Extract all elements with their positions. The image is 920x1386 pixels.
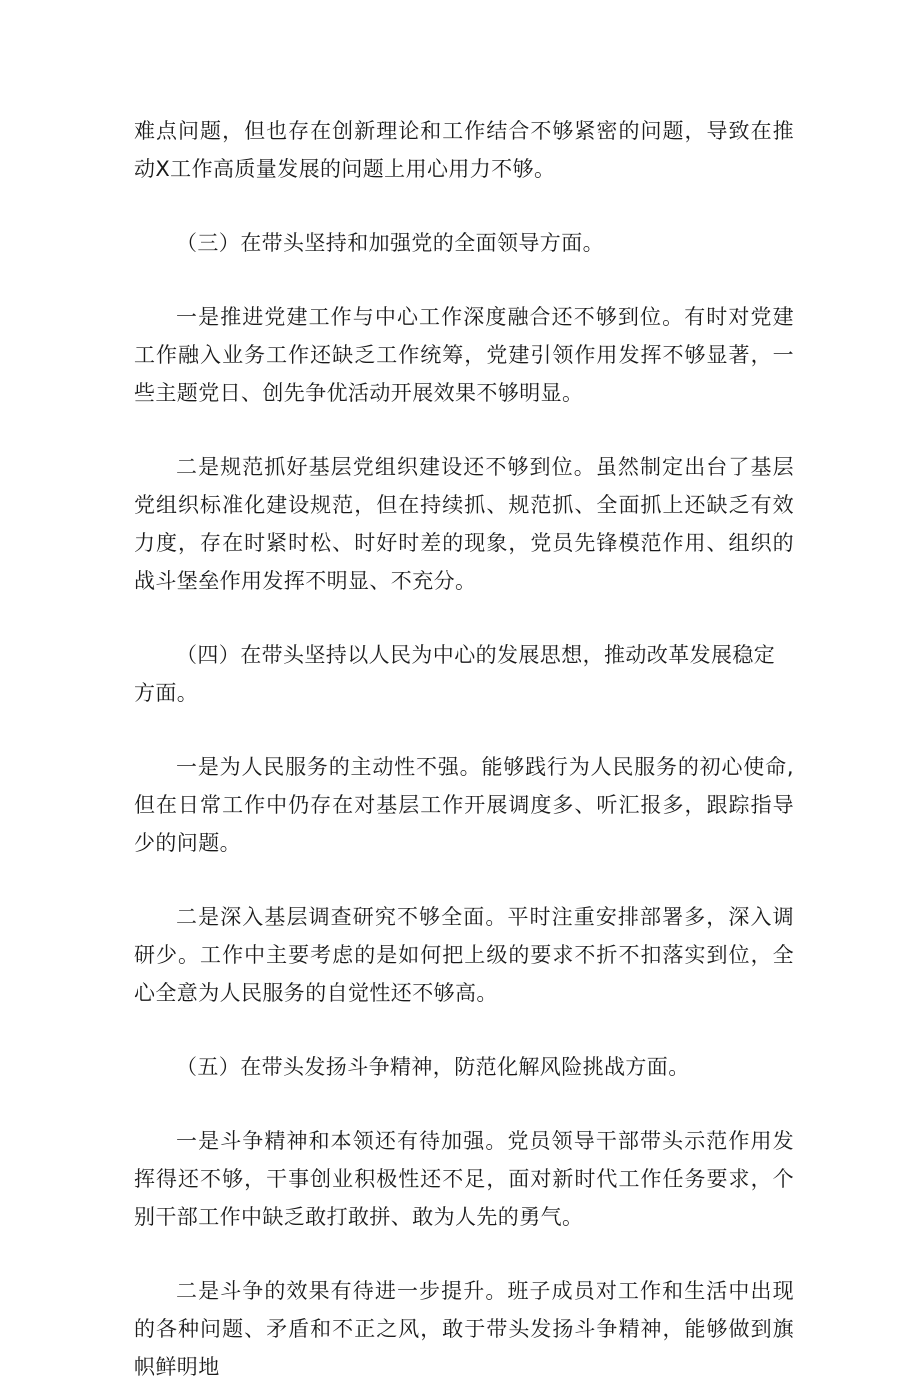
section-heading-five: （五）在带头发扬斗争精神，防范化解风险挑战方面。 xyxy=(176,1055,690,1079)
body-paragraph: 难点问题，但也存在创新理论和工作结合不够紧密的问题，导致在推动X工作高质量发展的问题上用心用力不够。 xyxy=(134,119,794,181)
body-paragraph: 二是规范抓好基层党组织建设还不够到位。虽然制定出台了基层党组织标准化建设规范，但在持续抓、规范抓、全面抓上还缺乏有效力度，存在时紧时松、时好时差的现象，党员先锋模范作用、组织的战斗堡垒作用发挥不明显、不充分。 xyxy=(134,455,794,593)
document-body xyxy=(134,112,794,1386)
body-paragraph: 二是斗争的效果有待进一步提升。班子成员对工作和生活中出现的各种问题、矛盾和不正之风，敢于带头发扬斗争精神，能够做到旗帜鲜明地 xyxy=(134,1279,794,1379)
body-paragraph: 一是斗争精神和本领还有待加强。党员领导干部带头示范作用发挥得还不够，干事创业积极性还不足，面对新时代工作任务要求，个别干部工作中缺乏敢打敢拼、敢为人先的勇气。 xyxy=(134,1129,794,1229)
body-paragraph: 二是深入基层调查研究不够全面。平时注重安排部署多，深入调研少。工作中主要考虑的是如何把上级的要求不折不扣落实到位，全心全意为人民服务的自觉性还不够高。 xyxy=(134,905,794,1005)
section-heading-three: （三）在带头坚持和加强党的全面领导方面。 xyxy=(176,231,604,255)
body-paragraph: 一是为人民服务的主动性不强。能够践行为人民服务的初心使命,但在日常工作中仍存在对基层工作开展调度多、听汇报多，跟踪指导少的问题。 xyxy=(134,755,794,855)
section-heading-four: （四）在带头坚持以人民为中心的发展思想，推动改革发展稳定方面。 xyxy=(134,643,776,705)
body-paragraph: 一是推进党建工作与中心工作深度融合还不够到位。有时对党建工作融入业务工作还缺乏工作统筹，党建引领作用发挥不够显著，一些主题党日、创先争优活动开展效果不够明显。 xyxy=(134,305,794,405)
